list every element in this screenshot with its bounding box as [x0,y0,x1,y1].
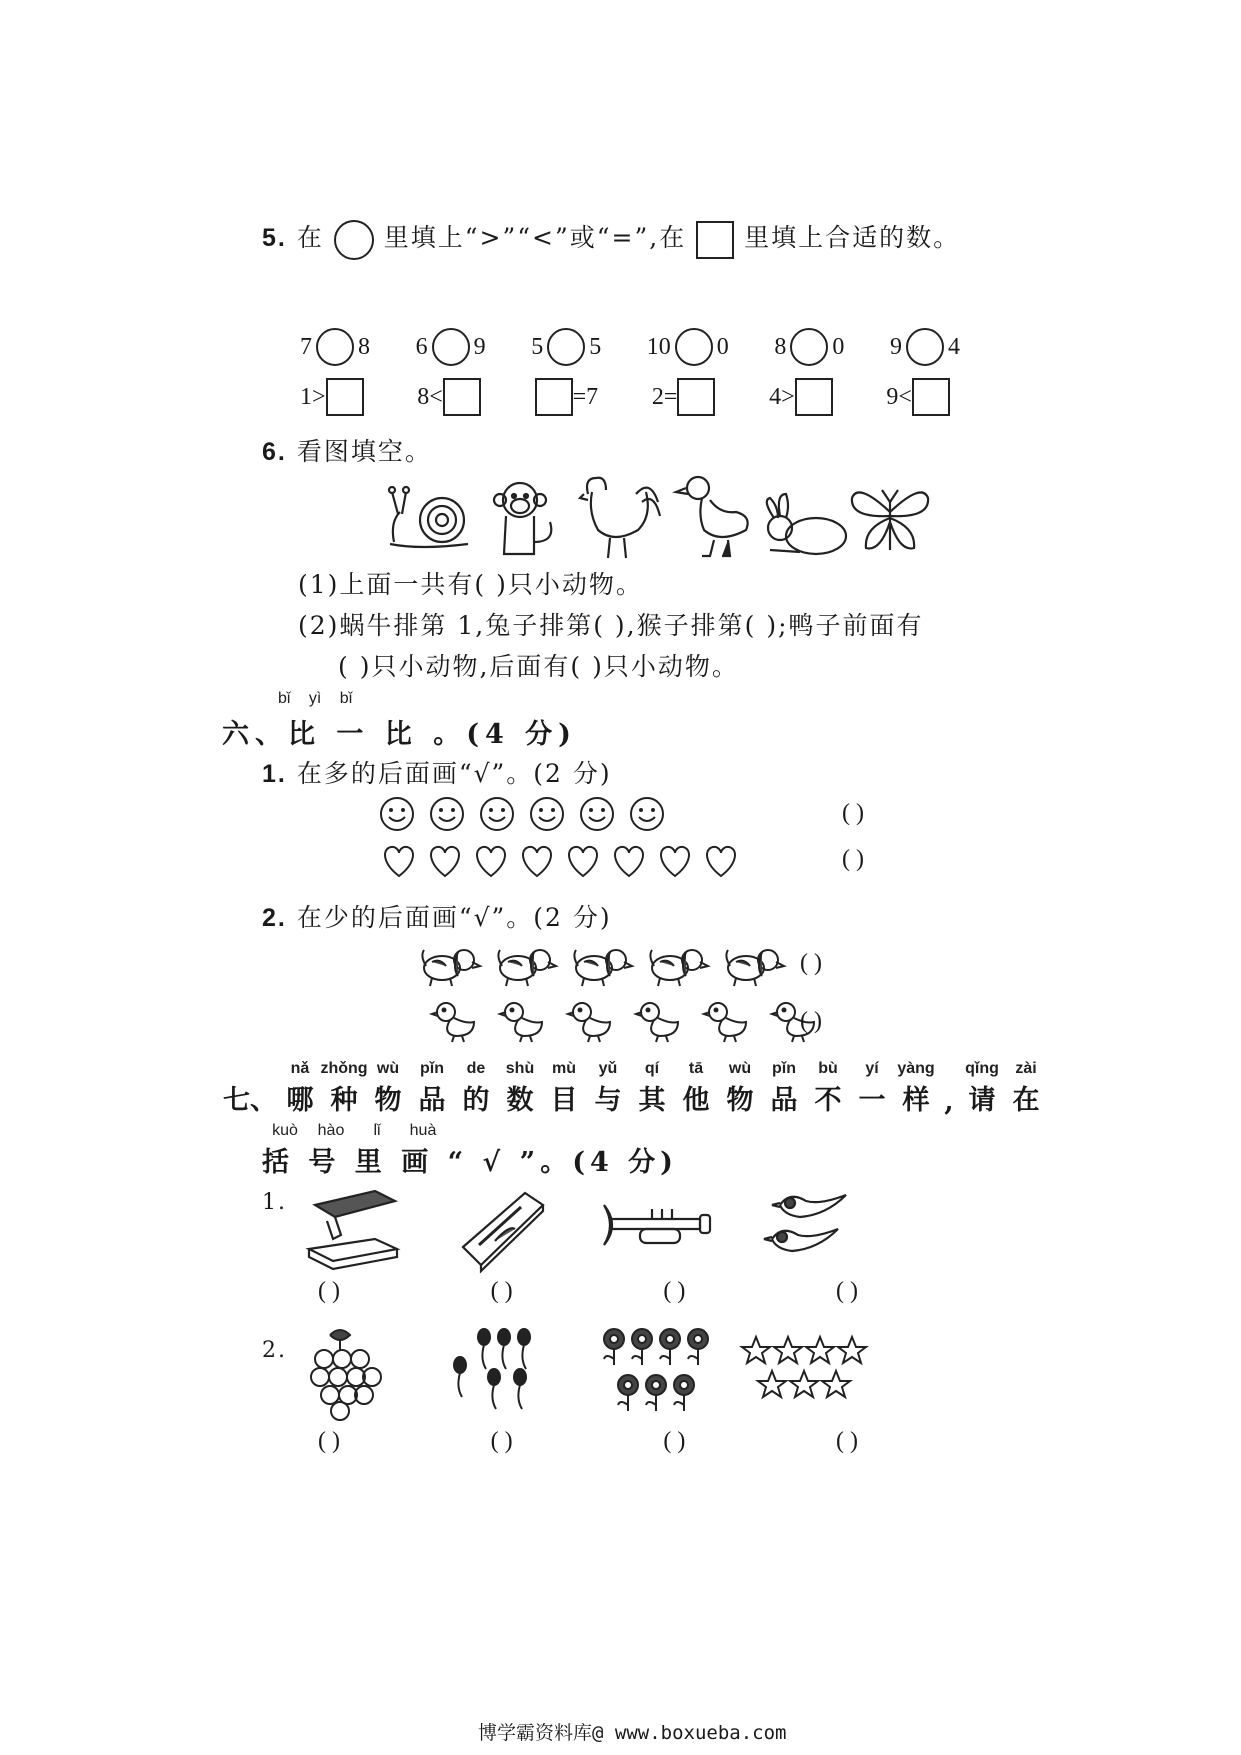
stapler-icon [309,1191,397,1269]
smiley-icon [628,795,666,833]
smiley-icon [378,795,416,833]
smiley-icon [478,795,516,833]
flowers-icon [604,1329,708,1411]
harmonica-icon [463,1193,543,1271]
q5-compare-row [300,328,960,366]
heart-row [380,843,740,879]
rooster-icon [580,478,660,558]
box-blank[interactable] [677,378,715,416]
monkey-icon [494,483,551,554]
q6-title [262,432,432,468]
q5-number: 5. [262,224,287,252]
q5-text-a: 在 [296,223,324,252]
circle-blank[interactable] [906,328,944,366]
answer-paren[interactable]: ( ) [836,1278,858,1304]
animals-row [380,472,940,562]
dog-icon [418,942,482,988]
circle-blank[interactable] [675,328,713,366]
butterfly-icon [852,490,928,550]
sec7-title2-text: 括 号 里 画 “ √ ”。(4 分) [262,1147,678,1178]
sec7-title-line2: kuò hào lǐ huà 括 号 里 画 “ √ ”。(4 分) [262,1122,678,1178]
compare-item[interactable]: 7 8 [300,328,370,366]
sec6-q1-number: 1. [262,760,287,788]
box-blank[interactable] [795,378,833,416]
sec7-row1-items [305,1185,865,1275]
chick-icon [702,998,754,1044]
sec7-row2-parens [318,1428,858,1455]
sec6-q2-title [262,898,612,934]
q6-sub2-line2: ( )只小动物,后面有( )只小动物。 [338,652,739,681]
trumpet-icon [604,1205,710,1245]
compare-item[interactable]: 8 0 [774,328,844,366]
sec6-q2-text: 在少的后面画“√”。(2 分) [296,903,612,932]
smiley-icon [578,795,616,833]
sec6-q1-title [262,754,612,790]
birds-icon [764,1195,846,1251]
answer-paren[interactable]: ( ) [318,1428,340,1454]
fill-item[interactable]: 4> [769,378,833,416]
sec7-title-line1: 七、 nǎ 哪 zhǒng 种 wù 物 pǐn 品 de 的 shù 数 mù 目 yǔ 与 qí 其 tā 他 wù 物 pǐn 品 bù 不 yí 一 yàng 样 , qǐng 请 zài 在 [223,1060,1040,1117]
fill-item[interactable]: =7 [535,378,599,416]
smiley-answer-paren[interactable]: ( ) [842,800,864,826]
answer-paren[interactable]: ( ) [663,1428,686,1454]
heart-icon [564,843,602,879]
compare-item[interactable]: 10 0 [647,328,729,366]
q5-title [262,218,960,260]
chick-row [430,998,822,1044]
heart-icon [426,843,464,879]
chick-icon [430,998,482,1044]
answer-paren[interactable]: ( ) [318,1278,340,1304]
smiley-icon [428,795,466,833]
answer-paren[interactable]: ( ) [490,1278,513,1304]
chick-icon [634,998,686,1044]
dog-icon [570,942,634,988]
q6-title-text: 看图填空。 [296,437,432,466]
circle-blank[interactable] [547,328,585,366]
circle-blank[interactable] [432,328,470,366]
compare-item[interactable]: 5 5 [531,328,601,366]
box-blank[interactable] [326,378,364,416]
tadpoles-icon [454,1329,530,1409]
q5-text-b: 里填上“>”“<”或“=”,在 [383,223,687,252]
answer-paren[interactable]: ( ) [836,1428,858,1454]
sec7-row1-label: 1. [262,1190,287,1215]
heart-icon [610,843,648,879]
answer-paren[interactable]: ( ) [663,1278,686,1304]
sec7-row2-label: 2. [262,1338,287,1363]
sec7-row2-items [310,1325,900,1425]
q5-fill-row [300,378,950,416]
fill-item[interactable]: 1> [300,378,364,416]
sec6-q2-number: 2. [262,904,287,932]
dog-row [418,942,786,988]
heart-icon [518,843,556,879]
circle-icon [334,220,374,260]
box-blank[interactable] [443,378,481,416]
dog-icon [494,942,558,988]
q5-text-c: 里填上合适的数。 [744,223,961,252]
chick-answer-paren[interactable]: ( ) [800,1008,822,1034]
duck-icon [676,477,748,556]
heart-icon [472,843,510,879]
dog-icon [722,942,786,988]
sec6-title: 六、比 一 比 。(4 分) [222,719,577,750]
rabbit-icon [767,494,846,554]
fill-item[interactable]: 2= [652,378,716,416]
heart-answer-paren[interactable]: ( ) [842,846,864,872]
smiley-row [378,795,666,833]
chick-icon [498,998,550,1044]
sec6-q1-text: 在多的后面画“√”。(2 分) [296,759,612,788]
box-blank[interactable] [912,378,950,416]
sec7-row1-parens [318,1278,858,1305]
footer-watermark: 博学霸资料库@ www.boxueba.com [478,1722,787,1744]
answer-paren[interactable]: ( ) [490,1428,513,1454]
dog-answer-paren[interactable]: ( ) [800,950,822,976]
circle-blank[interactable] [316,328,354,366]
chick-icon [566,998,618,1044]
q6-number: 6. [262,438,287,466]
dog-icon [646,942,710,988]
compare-item[interactable]: 9 4 [890,328,960,366]
q6-sub2-line1: (2)蜗牛排第 1,兔子排第( ),猴子排第( );鸭子前面有 [298,611,924,640]
compare-item[interactable]: 6 9 [416,328,486,366]
heart-icon [702,843,740,879]
box-blank[interactable] [535,378,573,416]
heart-icon [380,843,418,879]
heart-icon [656,843,694,879]
snail-icon [389,487,468,547]
sec6-pinyin: bǐ yì bǐ [278,690,353,707]
stars-icon [742,1337,866,1397]
q6-sub1: (1)上面一共有( )只小动物。 [298,570,643,599]
fill-item[interactable]: 8< [417,378,481,416]
grapes-icon [311,1330,381,1420]
square-icon [696,221,734,259]
circle-blank[interactable] [790,328,828,366]
smiley-icon [528,795,566,833]
fill-item[interactable]: 9< [886,378,950,416]
